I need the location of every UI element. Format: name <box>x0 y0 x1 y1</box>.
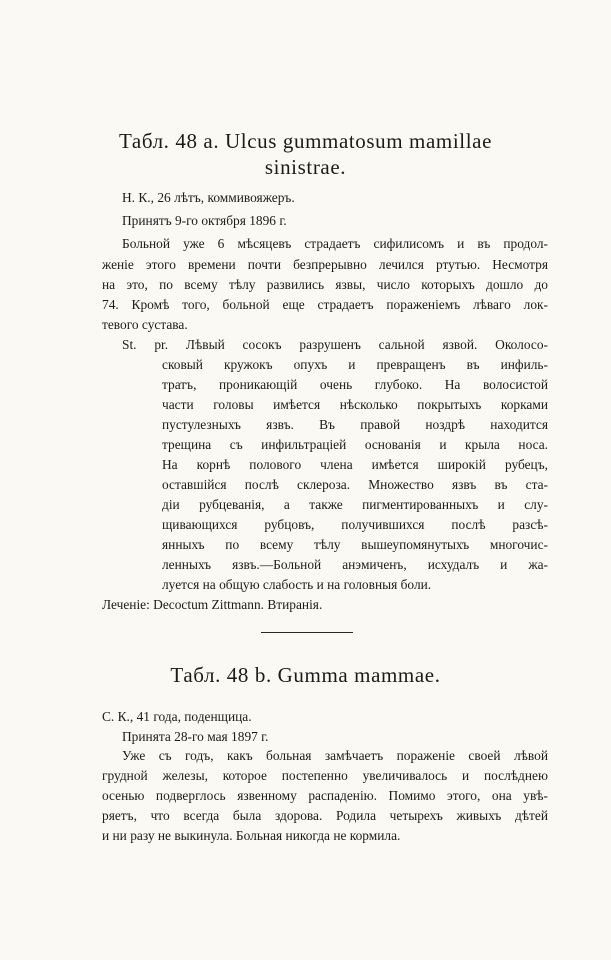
section-b-title: Табл. 48 b. Gumma mammae. <box>170 663 441 687</box>
patient-a-line: Н. К., 26 лѣтъ, коммивояжеръ. <box>122 190 295 205</box>
status-praesens-line: ленныхъ язвъ.—Больной анэмиченъ, исхудалъ и жа- <box>162 557 548 572</box>
status-praesens-line: янныхъ по всему тѣлу вышеупомянутыхъ многочис- <box>162 537 548 552</box>
patient-b-line: осенью подверглось язвенному распаденію. Помимо этого, она увѣ- <box>102 788 548 803</box>
status-praesens-line: St. pr. Лѣвый сосокъ разрушенъ сальной язвой. Околосо- <box>122 337 548 352</box>
status-praesens-line: сковый кружокъ опухъ и превращенъ въ инфиль- <box>162 357 548 372</box>
patient-b-line: ряетъ, что всегда была здорова. Родила четырехъ живыхъ дѣтей <box>102 808 548 823</box>
patient-b-line: Уже съ годъ, какъ больная замѣчаетъ пораженіе своей лѣвой <box>122 748 548 763</box>
status-praesens-line: діи рубцеванія, а также пигментированныхъ и слу- <box>162 497 548 512</box>
patient-a-line: Больной уже 6 мѣсяцевъ страдаетъ сифилисомъ и въ продол- <box>122 236 548 251</box>
patient-b-line: С. К., 41 года, поденщица. <box>102 709 252 724</box>
status-praesens-line: На корнѣ полового члена имѣется широкій рубецъ, <box>162 457 548 472</box>
patient-b-line: и ни разу не выкинула. Больная никогда не кормила. <box>102 828 401 843</box>
patient-a-line: женіе этого времени почти безпрерывно лечился ртутью. Несмотря <box>102 257 548 272</box>
status-praesens-line: тратъ, проникающій очень глубоко. На волосистой <box>162 377 548 392</box>
status-praesens-line: пустулезныхъ язвъ. Въ правой ноздрѣ находится <box>162 417 548 432</box>
section-divider <box>261 632 353 633</box>
patient-b-line: Принята 28-го мая 1897 г. <box>122 729 269 744</box>
patient-a-line: Принятъ 9-го октября 1896 г. <box>122 213 287 228</box>
status-praesens-line: трещина съ инфильтраціей основанія и крыла носа. <box>162 437 548 452</box>
patient-b-line: грудной железы, которое постепенно увеличивалось и послѣднею <box>102 768 548 783</box>
status-praesens-line: луется на общую слабость и на головныя боли. <box>162 577 432 592</box>
patient-a-line: тевого сустава. <box>102 317 188 332</box>
status-praesens-line: оставшійся послѣ склероза. Множество язвъ въ ста- <box>162 477 548 492</box>
section-a-title-line1: Табл. 48 a. Ulcus gummatosum mamillae <box>119 129 492 153</box>
status-praesens-line: части головы имѣется нѣсколько покрытыхъ корками <box>162 397 548 412</box>
section-a-title <box>0 128 611 180</box>
status-praesens-line: щивающихся рубцовъ, получившихся послѣ разсѣ- <box>162 517 548 532</box>
section-a-title-line2: sinistrae. <box>264 155 347 179</box>
patient-a-line: 74. Кромѣ того, больной еще страдаетъ пораженіемъ лѣваго лок- <box>102 297 548 312</box>
patient-a-line: на это, по всему тѣлу развились язвы, число которыхъ дошло до <box>102 277 548 292</box>
treatment-line: Леченіе: Decoctum Zittmann. Втиранія. <box>102 597 323 612</box>
